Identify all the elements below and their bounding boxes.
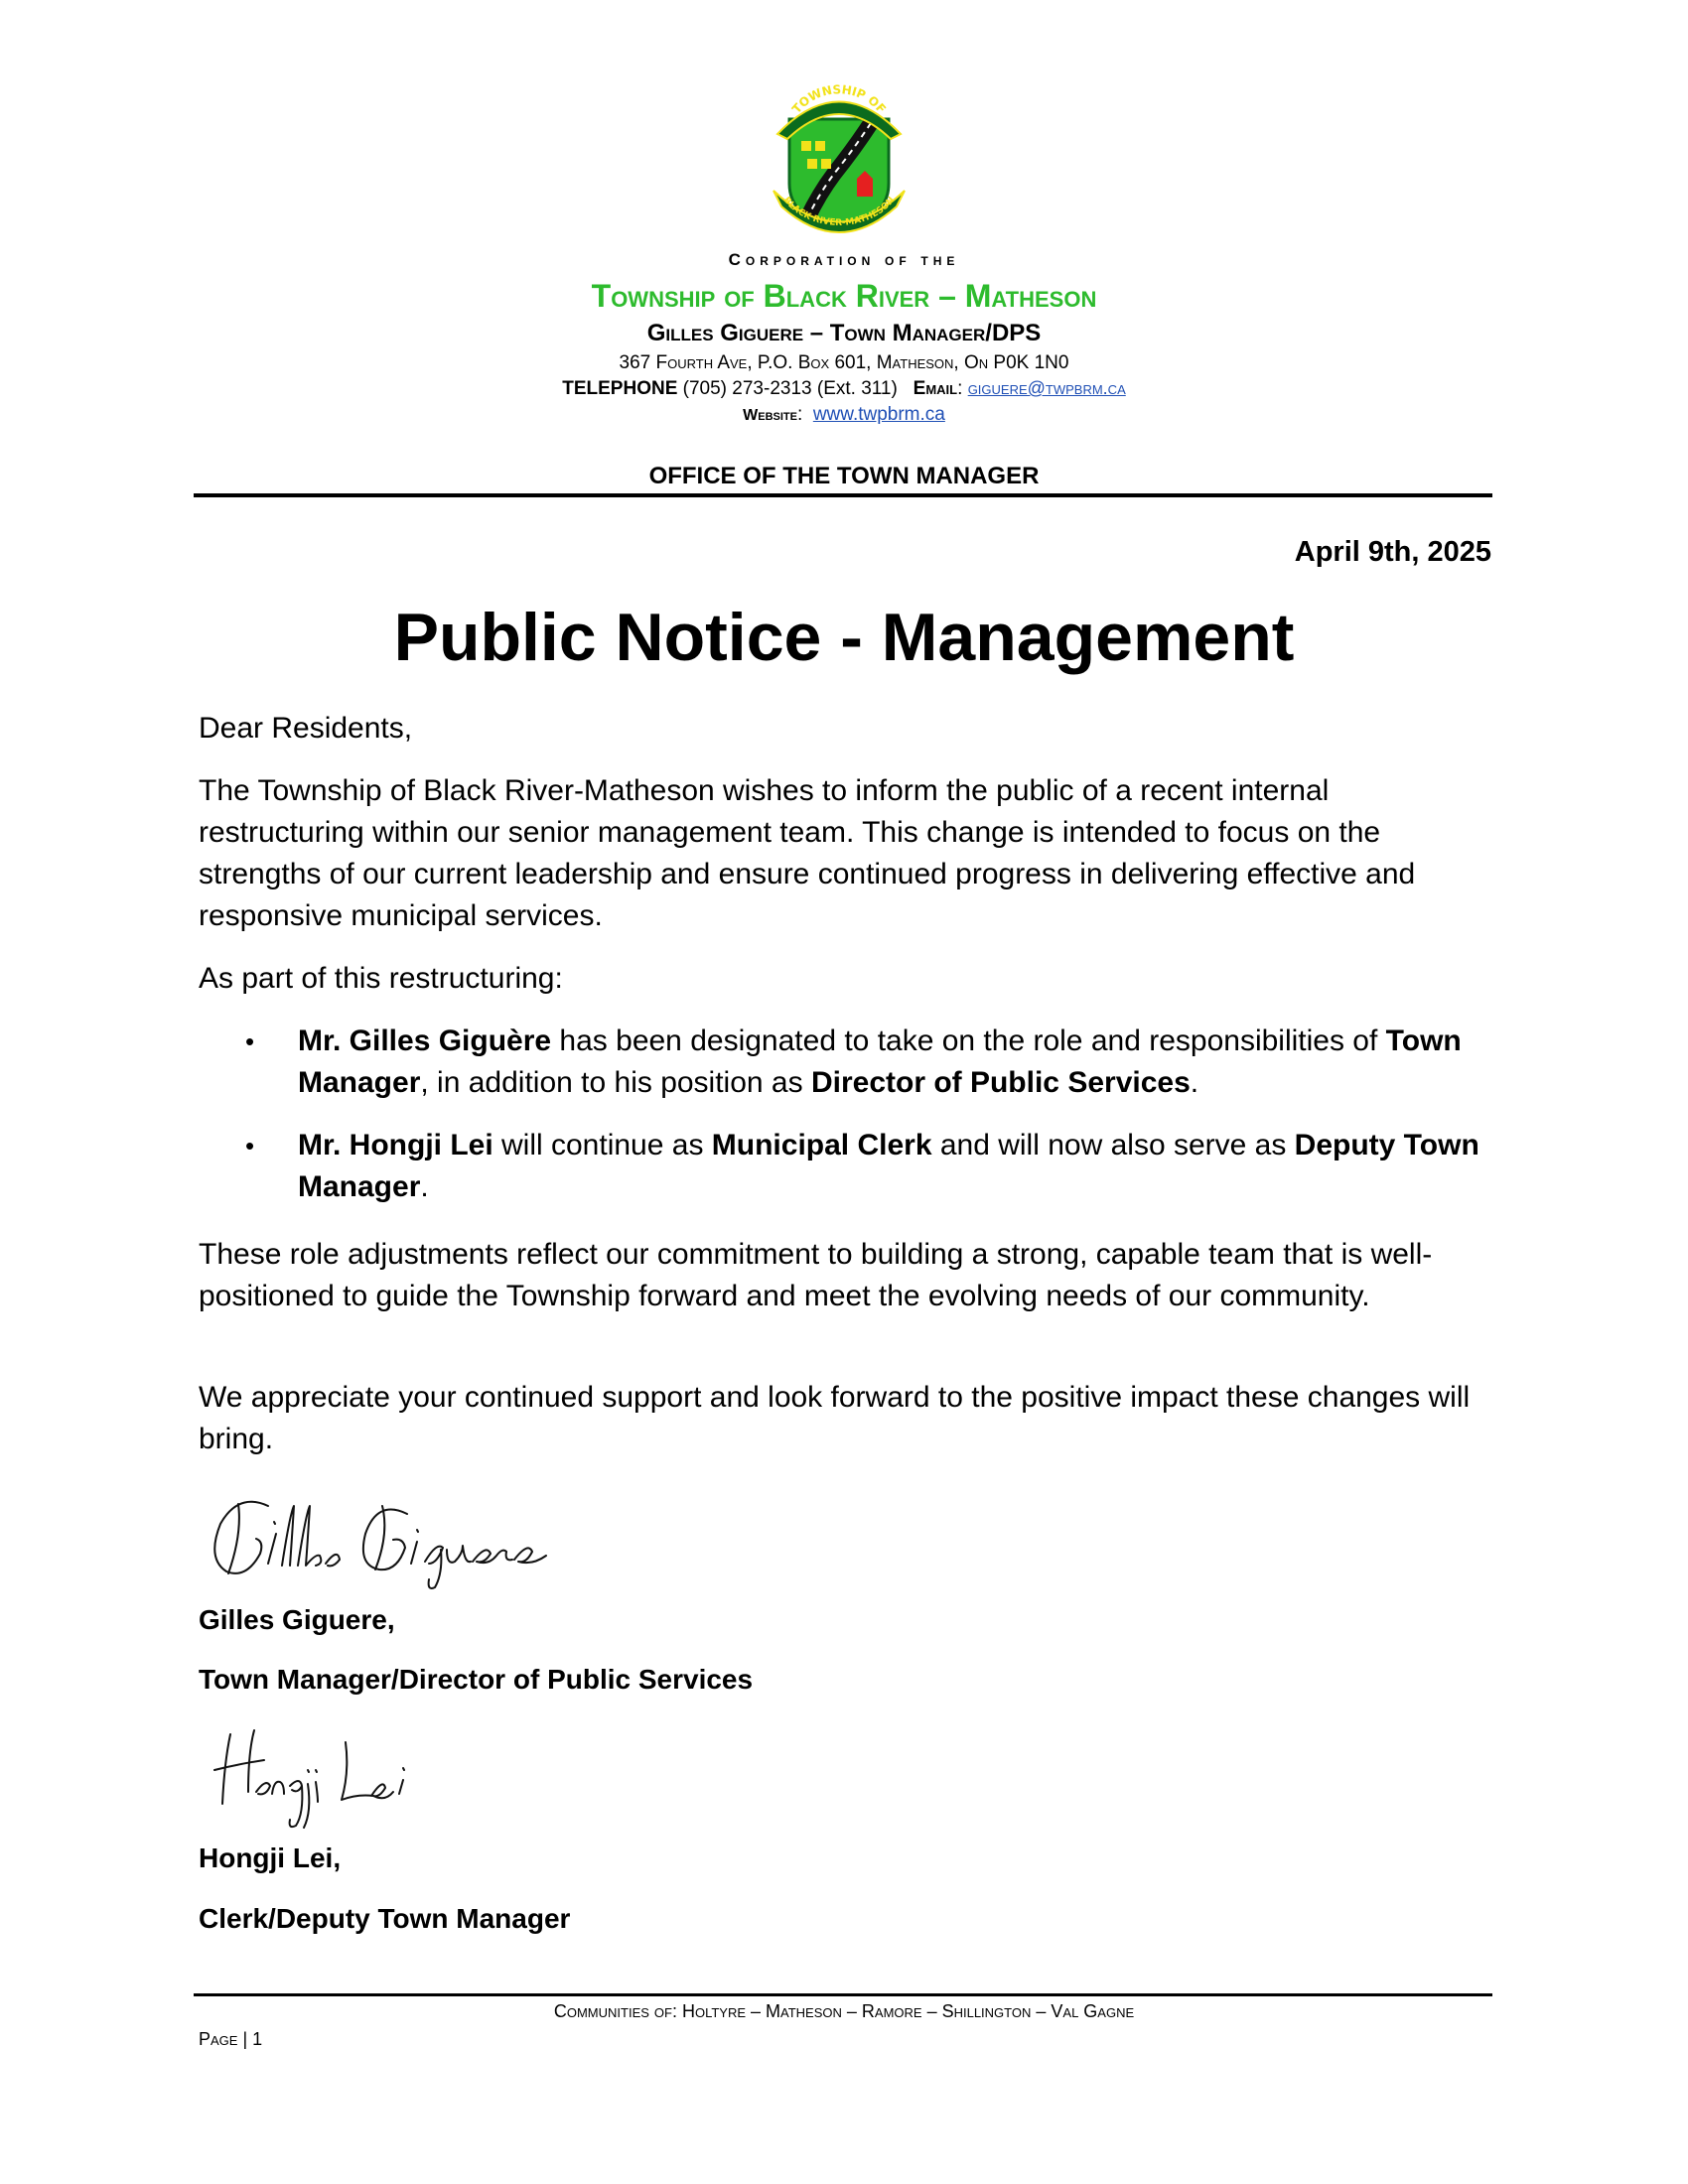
page-number-value: | 1 [242, 2029, 263, 2049]
role-name: Deputy Town Manager [298, 1129, 1479, 1203]
greeting: Dear Residents, [199, 712, 413, 745]
list-text: . [1190, 1066, 1199, 1099]
list-intro: As part of this restructuring: [199, 962, 563, 995]
paragraph-commitment: These role adjustments reflect our commitment to building a strong, capable team that is well-positioned to guide the Township forward and meet the evolving needs of our community. [199, 1238, 1433, 1312]
list-item [199, 1021, 1489, 1104]
notice-date: April 9th, 2025 [1294, 536, 1491, 568]
manager-line: Gilles Giguere – Town Manager/DPS [646, 320, 1042, 346]
telephone-number: (705) 273-2313 (Ext. 311) [682, 378, 898, 399]
telephone-label: TELEPHONE [562, 378, 678, 399]
website-line: Website: www.twpbrm.ca [743, 404, 945, 425]
email-link[interactable]: giguere@twpbrm.ca [967, 378, 1126, 398]
signature-gilles-giguere [199, 1484, 566, 1593]
footer-communities: Communities of: Holtyre – Matheson – Ramore – Shillington – Val Gagne [553, 2001, 1135, 2021]
email-label: Email [913, 378, 958, 399]
signature-hongji-lei [209, 1722, 427, 1832]
person-name: Mr. Gilles Giguère [298, 1024, 552, 1057]
office-heading: OFFICE OF THE TOWN MANAGER [648, 463, 1040, 489]
township-crest-logo [760, 79, 918, 243]
person-name: Mr. Hongji Lei [298, 1129, 493, 1161]
list-text: and will now also serve as [931, 1129, 1295, 1161]
list-item [199, 1125, 1489, 1208]
role-name: Municipal Clerk [711, 1129, 932, 1161]
contact-line: TELEPHONE (705) 273-2313 (Ext. 311) Email: giguere@twpbrm.ca [562, 378, 1126, 399]
page-label: Page [199, 2029, 238, 2049]
corporation-line: Corporation of the [728, 250, 960, 269]
bullet-icon: • [245, 1131, 255, 1160]
paragraph-closing: We appreciate your continued support and look forward to the positive impact these changes will bring. [199, 1381, 1471, 1455]
signatory-title-2: Clerk/Deputy Town Manager [199, 1903, 571, 1934]
crest-bottom-text: BLACK RIVER-MATHESON [780, 195, 898, 228]
list-text: will continue as [492, 1129, 712, 1161]
header-divider [194, 493, 1492, 497]
signatory-name-2: Hongji Lei, [199, 1843, 342, 1873]
role-name: Director of Public Services [810, 1066, 1191, 1099]
list-text: has been designated to take on the role and responsibilities of [551, 1024, 1386, 1057]
notice-title: Public Notice - Management [393, 600, 1295, 675]
role-name: Town Manager [298, 1024, 1462, 1099]
website-link[interactable]: www.twpbrm.ca [812, 404, 945, 425]
footer-divider [194, 1993, 1492, 1996]
list-text: . [420, 1170, 429, 1203]
list-text: , in addition to his position as [420, 1066, 811, 1099]
paragraph-intro: The Township of Black River-Matheson wishes to inform the public of a recent internal restructuring within our senior management team. This change is intended to focus on the strengths of our current leadership and ensure continued progress in delivering effective and responsive municipal services. [199, 774, 1416, 932]
signatory-name-1: Gilles Giguere, [199, 1604, 395, 1635]
website-label: Website [743, 407, 797, 424]
signatory-title-1: Town Manager/Director of Public Services [199, 1664, 754, 1695]
restructuring-list [199, 1021, 1489, 1229]
bullet-icon: • [245, 1026, 255, 1056]
crest-top-text: TOWNSHIP OF [789, 82, 889, 116]
mailing-address: 367 Fourth Ave, P.O. Box 601, Matheson, On P0K 1N0 [619, 352, 1069, 373]
township-name: Township of Black River – Matheson [591, 278, 1097, 314]
page-number [199, 2029, 262, 2050]
